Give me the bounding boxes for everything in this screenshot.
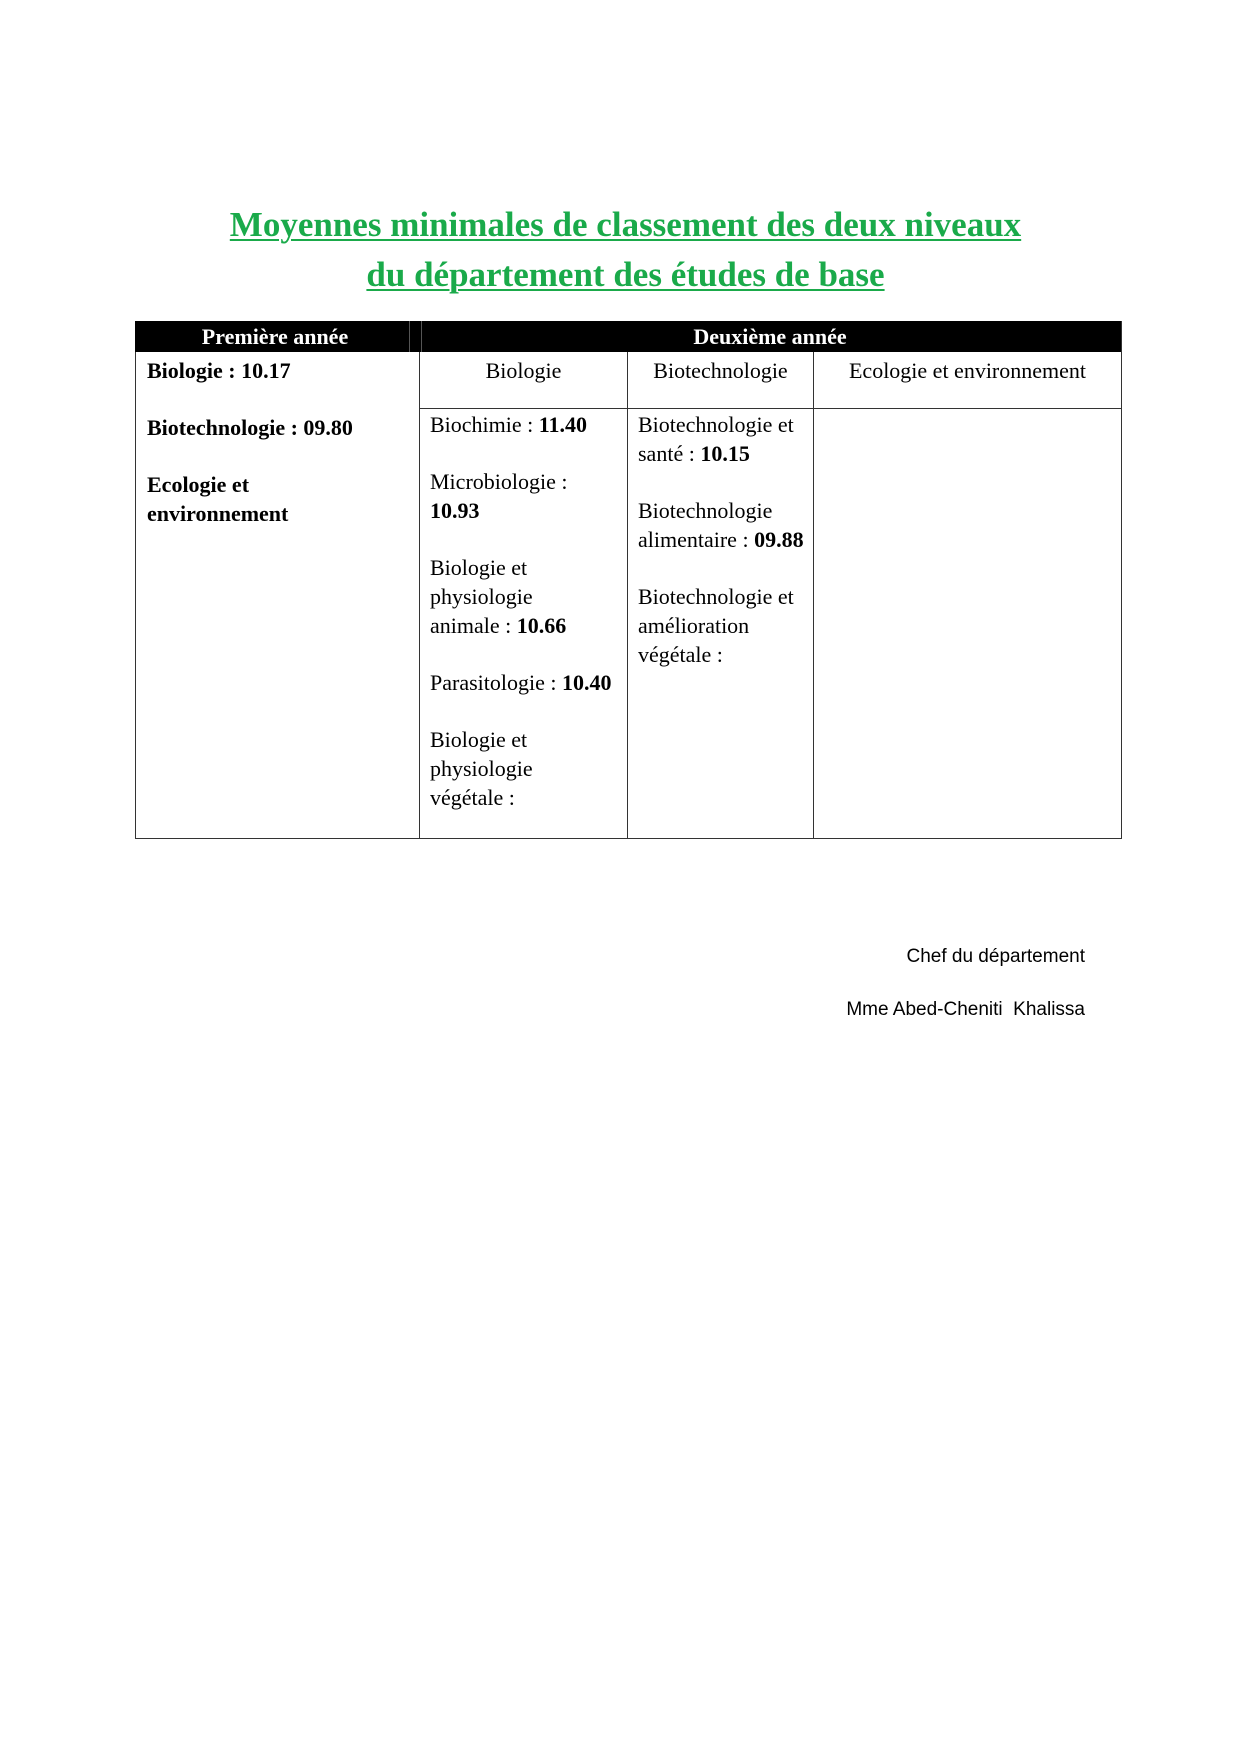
header-premiere-annee: Première année bbox=[135, 321, 415, 352]
column-divider bbox=[813, 352, 814, 839]
premiere-ecologie: Ecologie et environnement bbox=[147, 472, 289, 526]
header-divider bbox=[409, 321, 410, 352]
signature-role: Chef du département bbox=[906, 946, 1085, 967]
table-border-right bbox=[1121, 321, 1122, 839]
signature-name: Mme Abed-Cheniti Khalissa bbox=[846, 999, 1085, 1020]
premiere-biotechnologie: Biotechnologie : 09.80 bbox=[147, 415, 353, 440]
spec-biologie-physiologie-animale: Biologie et physiologie animale : 10.66 bbox=[430, 555, 567, 638]
premiere-annee-cell bbox=[147, 356, 409, 556]
spec-biologie-physiologie-vegetale: Biologie et physiologie végétale : bbox=[430, 727, 533, 810]
biotechnologie-specialites bbox=[638, 410, 808, 697]
spec-biotechnologie-sante: Biotechnologie et santé : 10.15 bbox=[638, 412, 794, 466]
subheader-biotechnologie: Biotechnologie bbox=[653, 358, 788, 383]
spec-biotechnologie-amelioration-vegetale: Biotechnologie et amélioration végétale : bbox=[638, 584, 794, 667]
subheader-ecologie: Ecologie et environnement bbox=[848, 358, 1087, 383]
column-divider bbox=[419, 352, 420, 839]
biologie-specialites bbox=[430, 410, 620, 840]
subheader-divider bbox=[419, 408, 1122, 409]
spec-biochimie: Biochimie : 11.40 bbox=[430, 412, 588, 437]
premiere-biologie: Biologie : 10.17 bbox=[147, 358, 291, 383]
spec-microbiologie: Microbiologie : 10.93 bbox=[430, 469, 568, 523]
subheader-biologie: Biologie bbox=[485, 358, 562, 383]
header-divider bbox=[421, 321, 422, 352]
header-gap bbox=[415, 321, 419, 352]
header-deuxieme-annee: Deuxième année bbox=[419, 321, 1121, 352]
title-line-2: du département des études de base bbox=[366, 255, 885, 294]
column-divider bbox=[627, 352, 628, 839]
title-line-1: Moyennes minimales de classement des deux niveaux bbox=[229, 205, 1022, 244]
table-border-bottom bbox=[135, 838, 1122, 839]
spec-biotechnologie-alimentaire: Biotechnologie alimentaire : 09.88 bbox=[638, 498, 804, 552]
spec-parasitologie: Parasitologie : 10.40 bbox=[430, 670, 612, 695]
document-title bbox=[0, 200, 1241, 300]
table-border-left bbox=[135, 352, 136, 839]
